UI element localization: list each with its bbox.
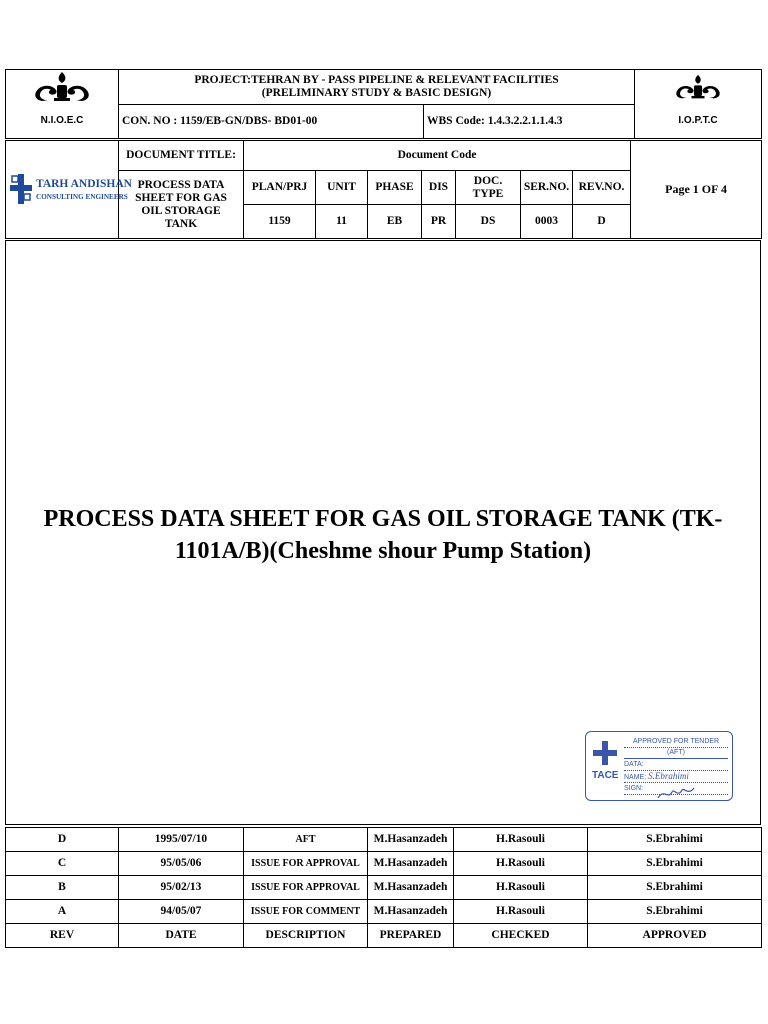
stamp-line1: APPROVED FOR TENDER <box>624 736 728 748</box>
approval-stamp <box>585 731 733 801</box>
rev-cell-prepared: M.Hasanzadeh <box>368 828 454 852</box>
rev-cell-date: 94/05/07 <box>119 900 244 924</box>
table-row <box>6 900 762 924</box>
table-row <box>6 828 762 852</box>
val-revno: D <box>573 205 631 239</box>
rev-cell-checked: H.Rasouli <box>454 852 588 876</box>
col-dis-header: DIS <box>422 171 456 205</box>
rev-header-date: DATE <box>119 924 244 948</box>
rev-cell-date: 95/05/06 <box>119 852 244 876</box>
col-revno-header: REV.NO. <box>573 171 631 205</box>
contract-number: CON. NO : 1159/EB-GN/DBS- BD01-00 <box>119 104 424 138</box>
rev-cell-date: 1995/07/10 <box>119 828 244 852</box>
document-code-table <box>5 140 762 239</box>
rev-cell-description: ISSUE FOR APPROVAL <box>244 852 368 876</box>
val-dis: PR <box>422 205 456 239</box>
consultant-logo-cell <box>6 141 132 239</box>
val-unit: 11 <box>316 205 368 239</box>
revision-header-row <box>6 924 762 948</box>
rev-cell-rev: C <box>6 852 119 876</box>
document-code-label: Document Code <box>244 141 631 171</box>
revision-table <box>5 827 762 948</box>
col-plan-header: PLAN/PRJ <box>244 171 316 205</box>
rev-cell-checked: H.Rasouli <box>454 876 588 900</box>
rev-cell-rev: A <box>6 900 119 924</box>
val-phase: EB <box>368 205 422 239</box>
consultant-subtitle: CONSULTING ENGINEERS <box>36 192 128 201</box>
val-serno: 0003 <box>521 205 573 239</box>
project-cell <box>119 70 635 105</box>
nioec-logo-icon <box>30 70 94 104</box>
rev-header-description: DESCRIPTION <box>244 924 368 948</box>
project-title: PROJECT:TEHRAN BY - PASS PIPELINE & RELEVANT FACILITIES <box>194 73 559 86</box>
document-title-label: DOCUMENT TITLE: <box>119 141 244 171</box>
rev-cell-checked: H.Rasouli <box>454 828 588 852</box>
val-doctype: DS <box>456 205 521 239</box>
rev-cell-prepared: M.Hasanzadeh <box>368 852 454 876</box>
iopt-logo-cell <box>635 70 762 105</box>
rev-header-rev: REV <box>6 924 119 948</box>
col-phase-header: PHASE <box>368 171 422 205</box>
header-table <box>5 69 762 139</box>
project-subtitle: (PRELIMINARY STUDY & BASIC DESIGN) <box>261 86 492 99</box>
right-org: I.O.P.T.C <box>635 104 762 138</box>
main-title: PROCESS DATA SHEET FOR GAS OIL STORAGE TANK (TK- 1101A/B)(Cheshme shour Pump Station) <box>43 506 723 564</box>
rev-cell-approved: S.Ebrahimi <box>588 876 762 900</box>
rev-cell-description: AFT <box>244 828 368 852</box>
rev-cell-approved: S.Ebrahimi <box>588 852 762 876</box>
stamp-sign-label: SIGN: <box>624 785 644 792</box>
rev-cell-approved: S.Ebrahimi <box>588 900 762 924</box>
nioec-logo-cell <box>6 70 119 105</box>
rev-cell-prepared: M.Hasanzadeh <box>368 900 454 924</box>
stamp-name-label: NAME: <box>624 774 647 781</box>
col-serno-header: SER.NO. <box>521 171 573 205</box>
document-title: PROCESS DATA SHEET FOR GAS OIL STORAGE TANK <box>119 171 244 239</box>
page-number: Page 1 OF 4 <box>631 141 762 239</box>
rev-header-checked: CHECKED <box>454 924 588 948</box>
rev-cell-checked: H.Rasouli <box>454 900 588 924</box>
table-row <box>6 876 762 900</box>
tace-cross-icon <box>592 740 618 766</box>
rev-cell-date: 95/02/13 <box>119 876 244 900</box>
signature-icon <box>656 784 696 802</box>
stamp-name-value: S.Ebrahimi <box>648 771 689 781</box>
rev-cell-description: ISSUE FOR APPROVAL <box>244 876 368 900</box>
consultant-name: TARH ANDISHAN <box>36 177 132 190</box>
stamp-data-label: DATA: <box>624 761 644 768</box>
val-plan: 1159 <box>244 205 316 239</box>
rev-header-approved: APPROVED <box>588 924 762 948</box>
wbs-code: WBS Code: 1.4.3.2.2.1.1.4.3 <box>424 104 635 138</box>
document-page <box>5 69 761 954</box>
stamp-org: TACE <box>592 770 619 781</box>
rev-header-prepared: PREPARED <box>368 924 454 948</box>
rev-cell-approved: S.Ebrahimi <box>588 828 762 852</box>
tarh-andishan-logo-icon <box>8 170 132 210</box>
rev-cell-description: ISSUE FOR COMMENT <box>244 900 368 924</box>
rev-cell-rev: B <box>6 876 119 900</box>
rev-cell-rev: D <box>6 828 119 852</box>
table-row <box>6 852 762 876</box>
left-org: N.I.O.E.C <box>6 104 119 138</box>
col-unit-header: UNIT <box>316 171 368 205</box>
col-doctype-header: DOC. TYPE <box>456 171 521 205</box>
ioptc-logo-icon <box>672 72 724 102</box>
rev-cell-prepared: M.Hasanzadeh <box>368 876 454 900</box>
stamp-line2: (AFT) <box>624 747 728 759</box>
